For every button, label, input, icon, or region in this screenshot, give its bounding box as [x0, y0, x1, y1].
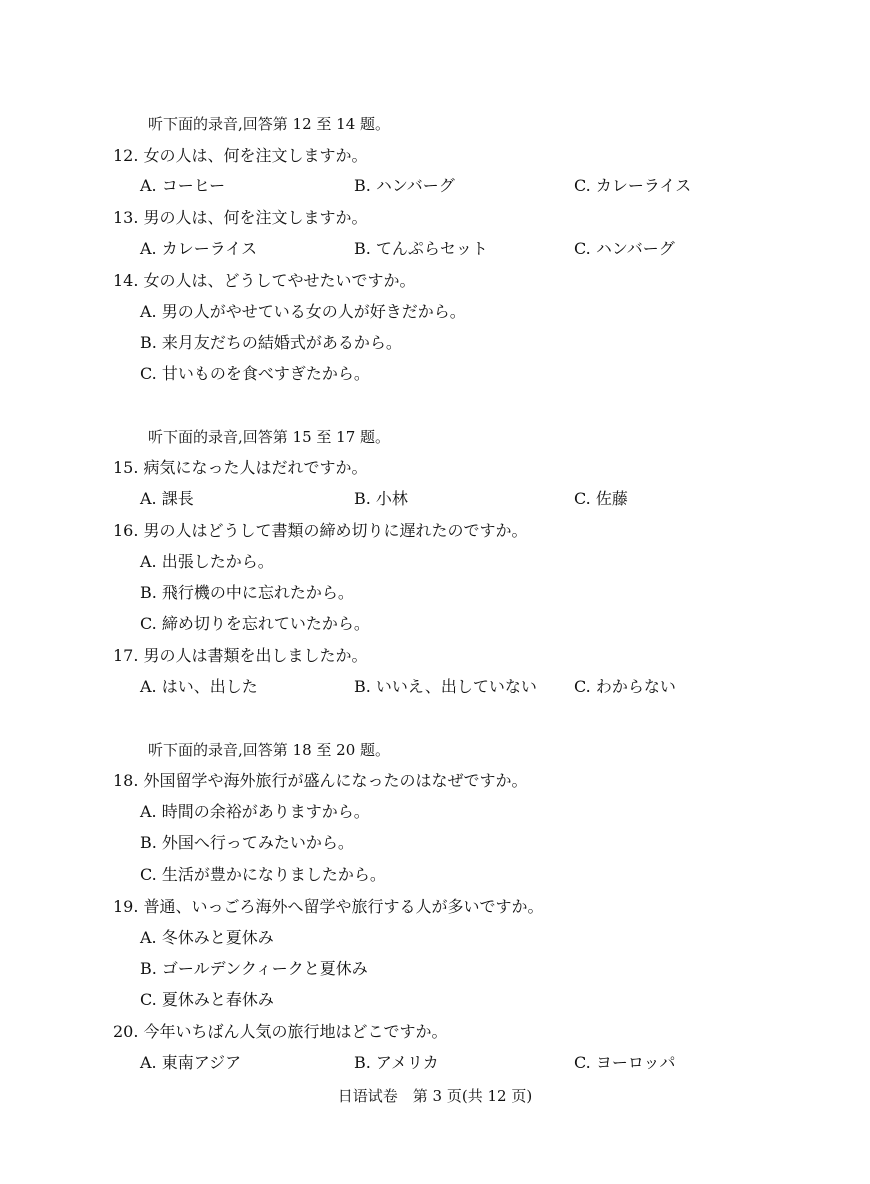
question-stem: 14. 女の人は、どうしてやせたいですか。 — [113, 271, 416, 290]
option-a: A. 東南アジア — [140, 1053, 242, 1072]
option-a: A. 男の人がやせている女の人が好きだから。 — [140, 302, 466, 321]
option-c: C. ハンバーグ — [574, 239, 675, 258]
option-a: A. コーヒー — [140, 176, 226, 195]
option-c: C. ヨーロッパ — [574, 1053, 676, 1072]
question-stem: 16. 男の人はどうして書類の締め切りに遅れたのですか。 — [113, 521, 528, 540]
option-c: C. 生活が豊かになりましたから。 — [140, 865, 386, 884]
question-stem: 12. 女の人は、何を注文しますか。 — [113, 146, 368, 165]
section-intro: 听下面的录音,回答第 18 至 20 题。 — [148, 741, 391, 759]
option-b: B. てんぷらセット — [354, 239, 488, 258]
option-a: A. 出張したから。 — [140, 552, 274, 571]
option-a: A. はい、出した — [140, 677, 258, 696]
question-stem: 15. 病気になった人はだれですか。 — [113, 458, 368, 477]
option-c: C. 夏休みと春休み — [140, 990, 274, 1009]
option-b: B. 外国へ行ってみたいから。 — [140, 833, 354, 852]
option-a: A. カレーライス — [140, 239, 258, 258]
option-b: B. ハンバーグ — [354, 176, 455, 195]
option-b: B. いいえ、出していない — [354, 677, 537, 696]
option-b: B. 飛行機の中に忘れたから。 — [140, 583, 354, 602]
question-stem: 20. 今年いちばん人気の旅行地はどこですか。 — [113, 1022, 448, 1041]
option-a: A. 課長 — [140, 489, 194, 508]
question-stem: 18. 外国留学や海外旅行が盛んになったのはなぜですか。 — [113, 771, 528, 790]
option-a: A. 時間の余裕がありますから。 — [140, 802, 370, 821]
option-b: B. アメリカ — [354, 1053, 439, 1072]
option-b: B. ゴールデンクィークと夏休み — [140, 959, 368, 978]
section-intro: 听下面的录音,回答第 15 至 17 题。 — [148, 428, 391, 446]
option-c: C. わからない — [574, 677, 676, 696]
question-stem: 17. 男の人は書類を出しましたか。 — [113, 646, 368, 665]
option-c: C. 甘いものを食べすぎたから。 — [140, 364, 370, 383]
option-c: C. カレーライス — [574, 176, 692, 195]
option-c: C. 佐藤 — [574, 489, 628, 508]
page-footer: 日语试卷 第 3 页(共 12 页) — [337, 1087, 533, 1105]
section-intro: 听下面的录音,回答第 12 至 14 题。 — [148, 115, 391, 133]
option-c: C. 締め切りを忘れていたから。 — [140, 614, 370, 633]
question-stem: 13. 男の人は、何を注文しますか。 — [113, 208, 368, 227]
option-a: A. 冬休みと夏休み — [140, 928, 274, 947]
question-stem: 19. 普通、いっごろ海外へ留学や旅行する人が多いですか。 — [113, 897, 544, 916]
option-b: B. 来月友だちの結婚式があるから。 — [140, 333, 402, 352]
option-b: B. 小林 — [354, 489, 408, 508]
